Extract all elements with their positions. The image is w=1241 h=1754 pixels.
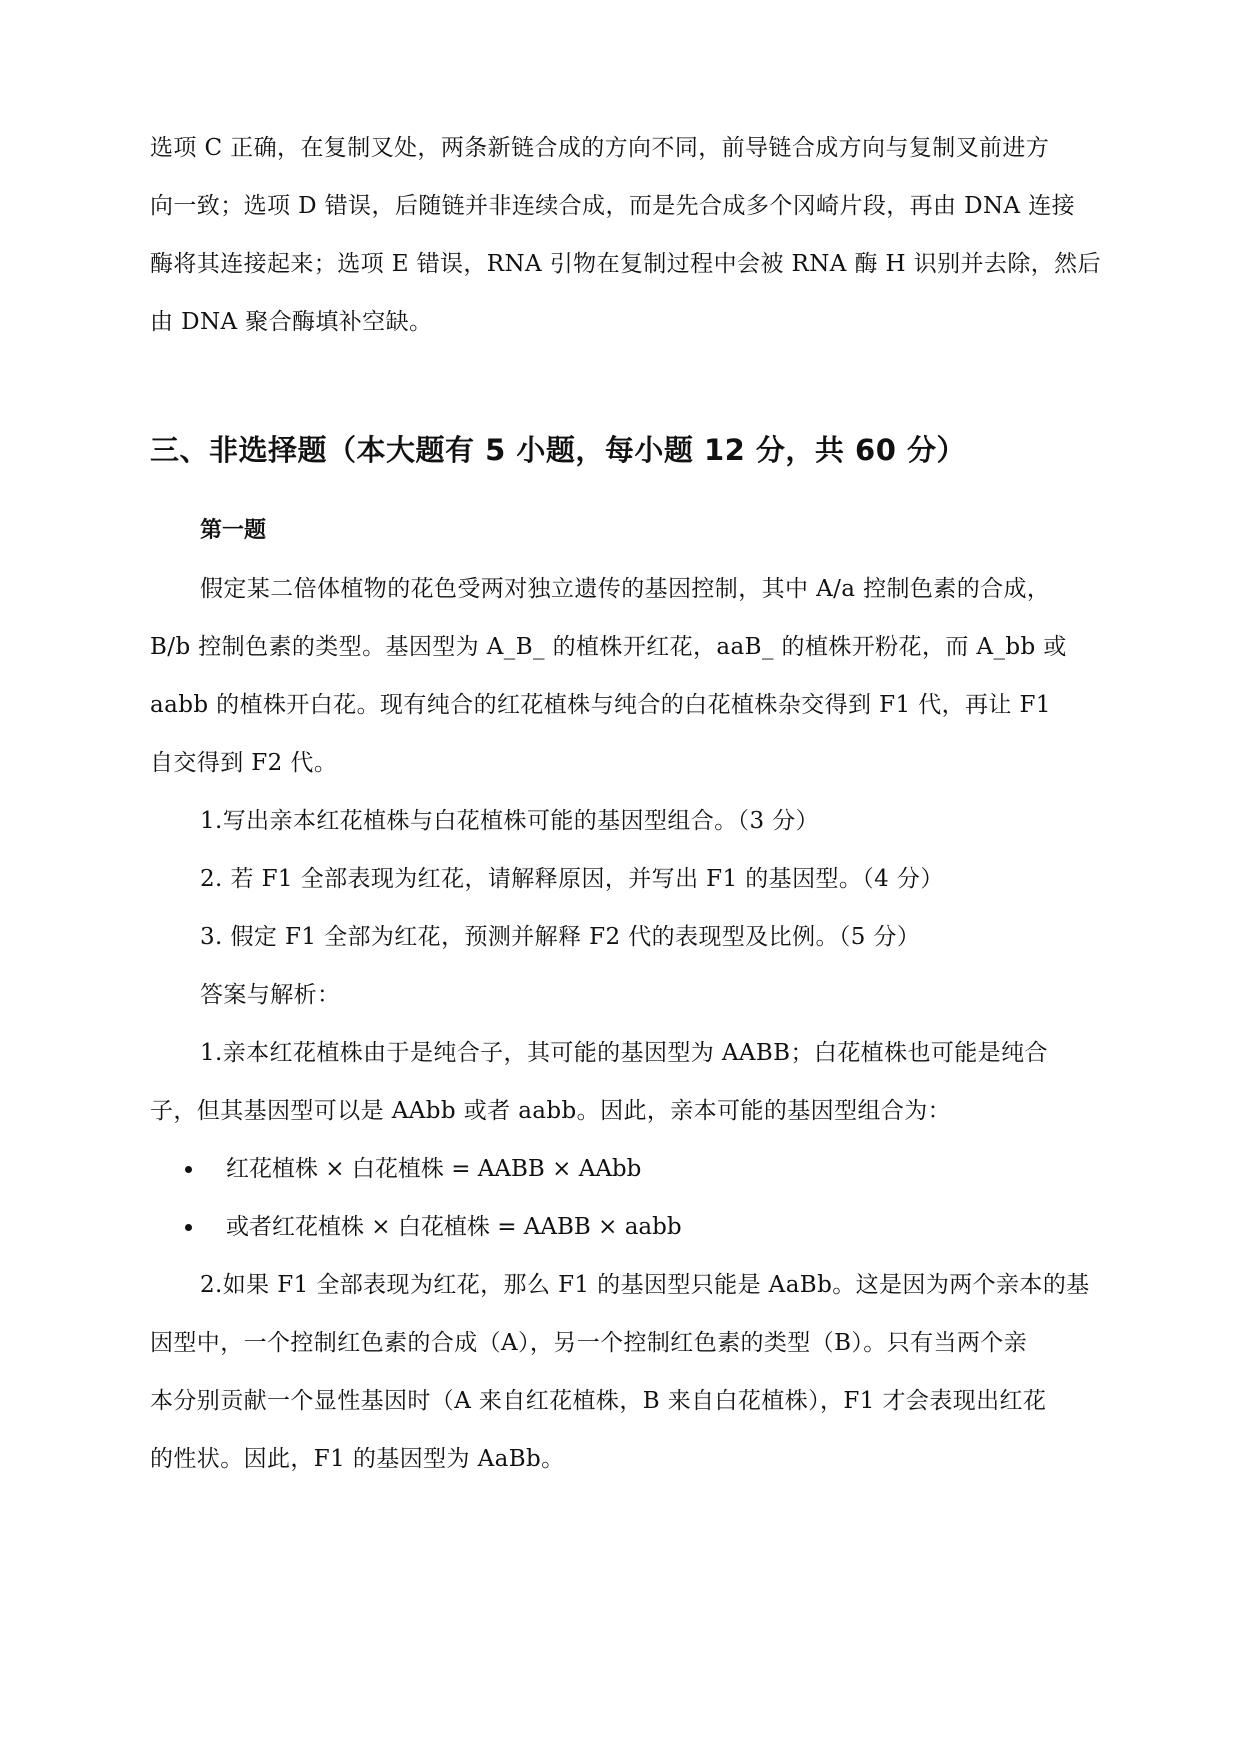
sub-question-1: 1.写出亲本红花植株与白花植株可能的基因型组合。（3 分） (200, 808, 819, 834)
stem-line-1: 假定某二倍体植物的花色受两对独立遗传的基因控制，其中 A/a 控制色素的合成， (200, 576, 1051, 602)
sub-question-3: 3. 假定 F1 全部为红花，预测并解释 F2 代的表现型及比例。（5 分） (200, 924, 921, 950)
answer-2-line-4: 的性状。因此，F1 的基因型为 AaBb。 (150, 1446, 565, 1472)
list-item (185, 1154, 641, 1184)
answer-2-line-1: 2.如果 F1 全部表现为红花，那么 F1 的基因型只能是 AaBb。这是因为两个亲本的基 (200, 1272, 1090, 1298)
sub-question-2: 2. 若 F1 全部表现为红花，请解释原因，并写出 F1 的基因型。（4 分） (200, 866, 944, 892)
answer-1-line-1: 1.亲本红花植株由于是纯合子，其可能的基因型为 AABB；白花植株也可能是纯合 (200, 1040, 1048, 1066)
answer-label: 答案与解析： (200, 982, 341, 1008)
question-title: 第一题 (200, 518, 267, 543)
section-title: 三、非选择题（本大题有 5 小题，每小题 12 分，共 60 分） (150, 433, 966, 467)
answer-1-line-2: 子，但其基因型可以是 AAbb 或者 aabb。因此，亲本可能的基因型组合为： (150, 1098, 952, 1124)
stem-line-4: 自交得到 F2 代。 (150, 750, 338, 776)
bullet-text: 或者红花植株 × 白花植株 = AABB × aabb (226, 1214, 682, 1240)
intro-line-3: 酶将其连接起来；选项 E 错误，RNA 引物在复制过程中会被 RNA 酶 H 识别并去除，然后 (150, 251, 1101, 277)
answer-2-line-2: 因型中，一个控制红色素的合成（A），另一个控制红色素的类型（B）。只有当两个亲 (150, 1330, 1028, 1356)
intro-line-2: 向一致；选项 D 错误，后随链并非连续合成，而是先合成多个冈崎片段，再由 DNA 连接 (150, 193, 1076, 219)
stem-line-2: B/b 控制色素的类型。基因型为 A_B_ 的植株开红花，aaB_ 的植株开粉花，而 A_bb 或 (150, 634, 1067, 660)
bullet-icon (185, 1224, 192, 1231)
bullet-text: 红花植株 × 白花植株 = AABB × AAbb (226, 1156, 642, 1182)
answer-2-line-3: 本分别贡献一个显性基因时（A 来自红花植株，B 来自白花植株），F1 才会表现出红花 (150, 1388, 1047, 1414)
intro-line-1: 选项 C 正确，在复制叉处，两条新链合成的方向不同，前导链合成方向与复制叉前进方 (150, 135, 1050, 161)
intro-line-4: 由 DNA 聚合酶填补空缺。 (150, 309, 433, 335)
bullet-icon (185, 1166, 192, 1173)
list-item (185, 1212, 682, 1242)
stem-line-3: aabb 的植株开白花。现有纯合的红花植株与纯合的白花植株杂交得到 F1 代，再让 F1 (150, 692, 1051, 718)
